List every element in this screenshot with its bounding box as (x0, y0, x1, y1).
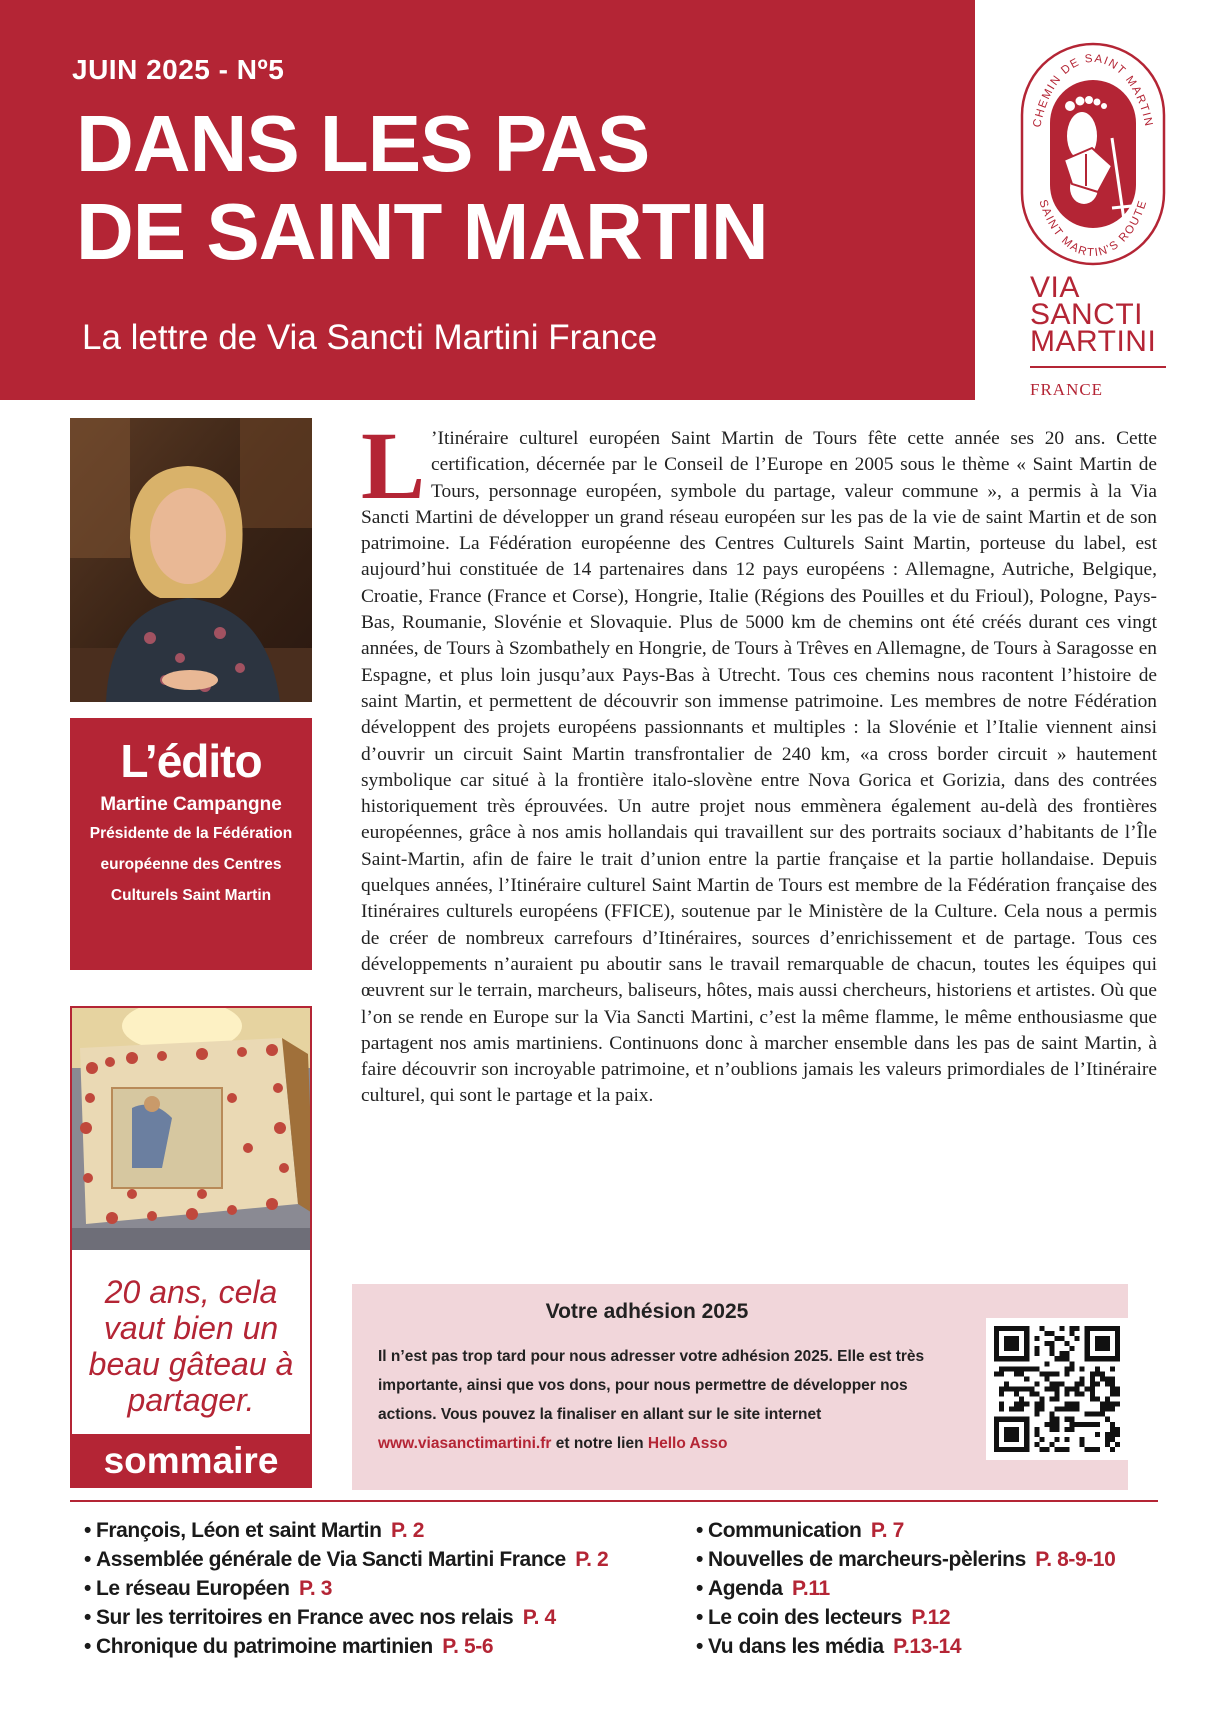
masthead-banner (0, 0, 975, 400)
toc-item[interactable] (696, 1603, 1156, 1632)
membership-box (352, 1284, 1128, 1490)
logo-divider (1030, 366, 1166, 368)
toc-item[interactable] (84, 1574, 644, 1603)
toc-right-column (696, 1516, 1156, 1661)
toc-item-page: P.12 (911, 1606, 951, 1629)
cake-caption: 20 ans, cela vaut bien un beau gâteau à partager. (88, 1274, 294, 1418)
sommaire-heading: sommaire (70, 1436, 312, 1488)
via-sancti-martini-seal-logo (1020, 42, 1166, 266)
cake-photo-frame (70, 1006, 312, 1250)
bullet-icon: • (696, 1606, 703, 1629)
page-title (76, 100, 768, 276)
toc-item-title: Nouvelles de marcheurs-pèlerins (707, 1548, 1026, 1571)
toc-item-page: P. 2 (575, 1548, 609, 1571)
toc-item-title: Vu dans les média (707, 1635, 884, 1658)
bullet-icon: • (696, 1577, 703, 1600)
toc-divider (70, 1500, 1158, 1502)
svg-text:CHEMIN DE SAINT MARTIN: CHEMIN DE SAINT MARTIN (1031, 52, 1155, 129)
edito-author-role: Présidente de la Fédération européenne des Centres Culturels Saint Martin (89, 825, 293, 904)
membership-title: Votre adhésion 2025 (545, 1300, 749, 1323)
edito-title: L’édito (120, 735, 262, 787)
toc-item-title: François, Léon et saint Martin (95, 1519, 382, 1542)
qr-code-icon[interactable] (986, 1318, 1128, 1460)
toc-item[interactable] (696, 1574, 1156, 1603)
title-line-1: DANS LES PAS (76, 99, 650, 188)
edito-author: Martine Campangne (100, 794, 282, 815)
toc-item-page: P.11 (792, 1577, 830, 1600)
toc-item-page: P. 8-9-10 (1035, 1548, 1116, 1571)
helloasso-link[interactable]: Hello Asso (647, 1435, 728, 1452)
logo-country: FRANCE (1030, 380, 1104, 399)
toc-item-title: Communication (707, 1519, 862, 1542)
bullet-icon: • (84, 1577, 91, 1600)
website-link[interactable]: www.viasanctimartini.fr (378, 1435, 552, 1452)
bullet-icon: • (84, 1519, 91, 1542)
toc-item-page: P. 4 (522, 1606, 556, 1629)
bullet-icon: • (696, 1519, 703, 1542)
cake-photo (72, 1008, 312, 1250)
title-line-2: DE SAINT MARTIN (76, 187, 768, 276)
toc-left-column (84, 1516, 644, 1661)
toc-item-title: Le coin des lecteurs (707, 1606, 902, 1629)
edito-article (361, 412, 1157, 1110)
toc-item-page: P. 3 (298, 1577, 332, 1600)
toc-item[interactable] (84, 1603, 644, 1632)
cake-caption-box (70, 1250, 312, 1436)
toc-item-page: P. 5-6 (442, 1635, 494, 1658)
toc-item[interactable] (696, 1545, 1156, 1574)
edito-box (70, 718, 312, 970)
toc-item-title: Le réseau Européen (95, 1577, 290, 1600)
toc-item-title: Agenda (707, 1577, 783, 1600)
toc-item-title: Chronique du patrimoine martinien (95, 1635, 433, 1658)
portrait-photo (70, 418, 312, 702)
toc-item[interactable] (696, 1632, 1156, 1661)
toc-item-page: P. 7 (870, 1519, 904, 1542)
toc-item[interactable] (84, 1545, 644, 1574)
toc-item-title: Assemblée générale de Via Sancti Martini France (95, 1548, 566, 1571)
membership-text: Il n’est pas trop tard pour nous adresser votre adhésion 2025. Elle est très importante, ainsi que vos dons, pour nous permettre de développer nos actions. Vous pouvez la finaliser en allant sur le site internet www.viasanctimartini.fr et notre lien Hello Asso (378, 1348, 925, 1452)
issue-label: JUIN 2025 - Nº5 (72, 54, 285, 85)
bullet-icon: • (84, 1548, 91, 1571)
article-body: ’Itinéraire culturel européen Saint Martin de Tours fête cette année ses 20 ans. Cette certification, décernée par le Conseil de l’Europe en 2005 sous le thème « Saint Martin de Tours, personnage européen, symbole du partage, valeur commune », a permis à la Via Sancti Martini de développer un grand réseau européen sur les pas de la vie de saint Martin et de son patrimoine. La Fédération européenne des Centres Culturels Saint Martin, porteuse du label, est aujourd’hui constituée de 14 partenaires dans 12 pays européens : Allemagne, Autriche, Belgique, Croatie, France (France et Corse), Hongrie, Italie (Régions des Pouilles et du Frioul), Pologne, Pays-Bas, Roumanie, Slovénie et Slovaquie. Plus de 5000 km de chemins ont été créés durant ces vingt années, de Tours à Szombathely en Hongrie, de Tours à Trêves en Allemagne, de Tours à Saragosse en Espagne, et plus loin jusqu’aux Pays-Bas à Utrecht. Tous ces chemins nous racontent l’histoire de saint Martin, et permettent de découvrir son immense patrimoine. Les membres de notre Fédération développent des projets européens passionnants et multiples : la Slovénie et l’Italie viennent ainsi d’ouvrir un circuit Saint Martin transfrontalier de 240 km, «a cross border circuit » hautement symbolique car situé à la frontière italo-slovène entre Nova Gorica et Gorizia, dans des contrées historiquement très éprouvées. Un autre projet nous emmènera également au-delà des frontières européennes, grâce à nos amis hollandais qui travaillent sur des portraits sociaux d’habitants de l’Île Saint-Martin, afin de faire le trait d’union entre la partie française et la partie hollandaise. Depuis quelques années, l’Itinéraire culturel Saint Martin de Tours est membre de la Fédération française des Itinéraires culturels européens (FFICE), soutenue par le Ministère de la Culture. Cela nous a permis de créer de nombreux carrefours d’Itinéraires, sources d’enrichissement et de partage. Tous ces développements n’auraient pu aboutir sans le travail remarquable de chacun, toutes les équipes qui œuvrent sur le terrain, marcheurs, baliseurs, hôtes, mais aussi chercheurs, historiens et artistes. Où que l’on se rende en Europe sur la Via Sancti Martini, c’est la même flamme, le même enthousiasme que partagent nos amis martiniens. Continuons donc à marcher ensemble dans les pas de saint Martin, à faire découvrir son incroyable patrimoine, et n’oublions jamais les valeurs primordiales de l’Itinéraire culturel, qui sont le partage et la paix. (361, 428, 1157, 1107)
toc-item-title: Sur les territoires en France avec nos relais (95, 1606, 514, 1629)
svg-text:SAINT MARTIN'S ROUTE: SAINT MARTIN'S ROUTE (1036, 198, 1150, 260)
toc-item-page: P. 2 (390, 1519, 425, 1542)
bullet-icon: • (84, 1606, 91, 1629)
toc-item-page: P.13-14 (893, 1635, 962, 1658)
toc-item[interactable] (84, 1632, 644, 1661)
logo-wordmark: VIA SANCTI MARTINI (1030, 271, 1157, 358)
article-dropcap: L (361, 412, 426, 519)
bullet-icon: • (696, 1548, 703, 1571)
bullet-icon: • (696, 1635, 703, 1658)
page-subtitle: La lettre de Via Sancti Martini France (82, 318, 658, 357)
toc-item[interactable] (696, 1516, 1156, 1545)
bullet-icon: • (84, 1635, 91, 1658)
toc-item[interactable] (84, 1516, 644, 1545)
